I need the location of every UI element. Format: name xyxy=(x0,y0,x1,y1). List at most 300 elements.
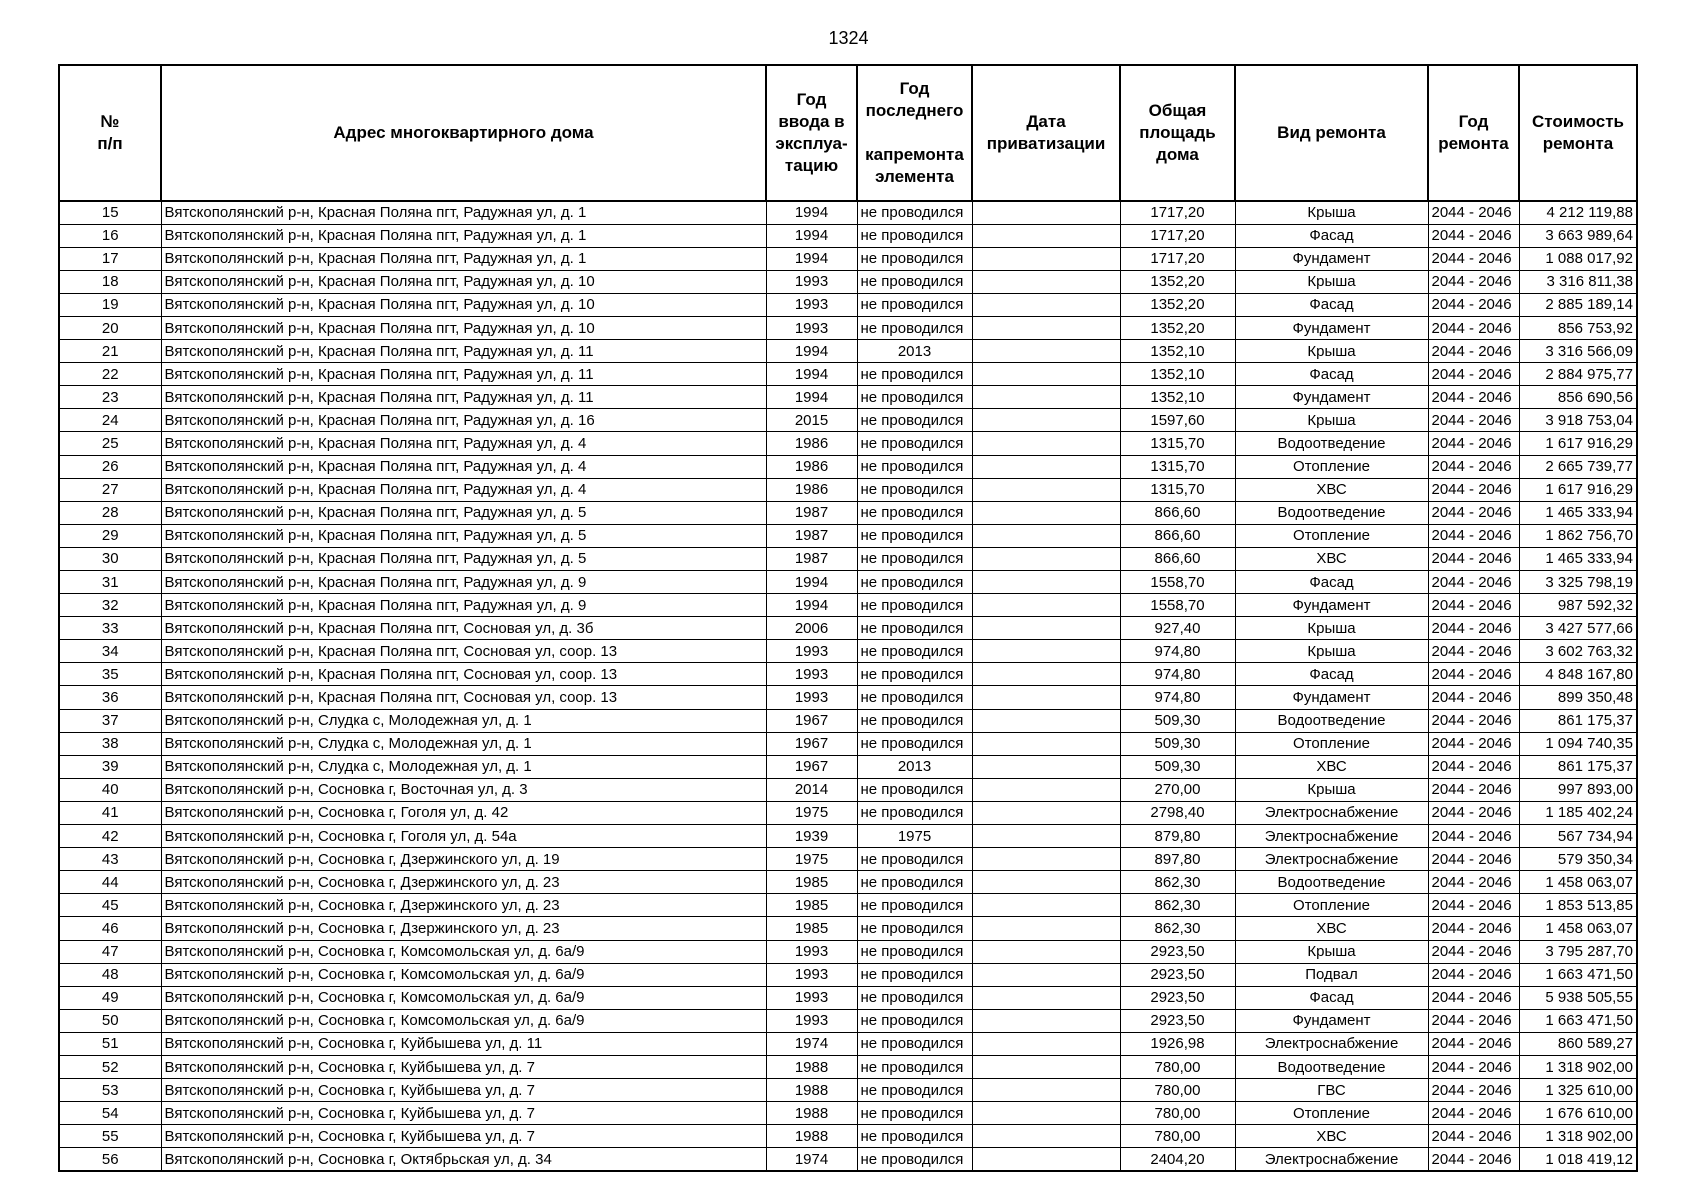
area-cell: 866,60 xyxy=(1120,501,1235,524)
repair-cost-cell: 2 665 739,77 xyxy=(1519,455,1637,478)
last-repair-cell: не проводился xyxy=(857,316,972,339)
repair-type-cell: Водоотведение xyxy=(1235,871,1428,894)
table-row xyxy=(59,848,1637,871)
address-cell: Вятскополянский р-н, Сосновка г, Куйбышева ул, д. 7 xyxy=(161,1125,766,1148)
table-row xyxy=(59,801,1637,824)
row-number-cell: 52 xyxy=(59,1055,161,1078)
privatization-date-cell xyxy=(972,270,1120,293)
row-number-cell: 30 xyxy=(59,547,161,570)
address-cell: Вятскополянский р-н, Сосновка г, Дзержинского ул, д. 23 xyxy=(161,894,766,917)
last-repair-cell: не проводился xyxy=(857,1009,972,1032)
header-privatization: Дата приватизации xyxy=(972,65,1120,201)
area-cell: 974,80 xyxy=(1120,686,1235,709)
row-number-cell: 42 xyxy=(59,825,161,848)
row-number-cell: 26 xyxy=(59,455,161,478)
address-cell: Вятскополянский р-н, Сосновка г, Комсомольская ул, д. 6а/9 xyxy=(161,1009,766,1032)
area-cell: 862,30 xyxy=(1120,917,1235,940)
area-cell: 2923,50 xyxy=(1120,1009,1235,1032)
address-cell: Вятскополянский р-н, Красная Поляна пгт, Радужная ул, д. 11 xyxy=(161,340,766,363)
table-row xyxy=(59,940,1637,963)
repair-cost-cell: 2 884 975,77 xyxy=(1519,363,1637,386)
repair-year-cell: 2044 - 2046 xyxy=(1428,501,1519,524)
repair-type-cell: Фундамент xyxy=(1235,247,1428,270)
header-area: Общая площадь дома xyxy=(1120,65,1235,201)
last-repair-cell: 1975 xyxy=(857,825,972,848)
last-repair-cell: не проводился xyxy=(857,455,972,478)
header-repair-type: Вид ремонта xyxy=(1235,65,1428,201)
privatization-date-cell xyxy=(972,1125,1120,1148)
privatization-date-cell xyxy=(972,409,1120,432)
last-repair-cell: не проводился xyxy=(857,386,972,409)
repair-type-cell: ХВС xyxy=(1235,917,1428,940)
last-repair-cell: не проводился xyxy=(857,732,972,755)
area-cell: 2404,20 xyxy=(1120,1148,1235,1171)
last-repair-cell: не проводился xyxy=(857,1032,972,1055)
header-year-commission: Год ввода в эксплуа- тацию xyxy=(766,65,857,201)
repair-type-cell: Электроснабжение xyxy=(1235,1032,1428,1055)
privatization-date-cell xyxy=(972,940,1120,963)
repair-cost-cell: 1 185 402,24 xyxy=(1519,801,1637,824)
area-cell: 509,30 xyxy=(1120,709,1235,732)
repair-type-cell: ХВС xyxy=(1235,478,1428,501)
address-cell: Вятскополянский р-н, Сосновка г, Куйбышева ул, д. 7 xyxy=(161,1102,766,1125)
address-cell: Вятскополянский р-н, Сосновка г, Гоголя ул, д. 54а xyxy=(161,825,766,848)
repair-type-cell: ГВС xyxy=(1235,1079,1428,1102)
privatization-date-cell xyxy=(972,547,1120,570)
repair-type-cell: Фундамент xyxy=(1235,316,1428,339)
area-cell: 866,60 xyxy=(1120,524,1235,547)
area-cell: 780,00 xyxy=(1120,1102,1235,1125)
privatization-date-cell xyxy=(972,247,1120,270)
row-number-cell: 41 xyxy=(59,801,161,824)
last-repair-cell: не проводился xyxy=(857,432,972,455)
address-cell: Вятскополянский р-н, Красная Поляна пгт, Радужная ул, д. 4 xyxy=(161,432,766,455)
row-number-cell: 47 xyxy=(59,940,161,963)
repair-cost-cell: 3 427 577,66 xyxy=(1519,617,1637,640)
area-cell: 509,30 xyxy=(1120,755,1235,778)
area-cell: 780,00 xyxy=(1120,1125,1235,1148)
privatization-date-cell xyxy=(972,316,1120,339)
repair-year-cell: 2044 - 2046 xyxy=(1428,478,1519,501)
last-repair-cell: не проводился xyxy=(857,801,972,824)
privatization-date-cell xyxy=(972,1148,1120,1171)
address-cell: Вятскополянский р-н, Слудка с, Молодежная ул, д. 1 xyxy=(161,755,766,778)
row-number-cell: 46 xyxy=(59,917,161,940)
repair-cost-cell: 1 088 017,92 xyxy=(1519,247,1637,270)
header-row xyxy=(59,65,1637,201)
last-repair-cell: не проводился xyxy=(857,501,972,524)
page-number: 1324 xyxy=(828,28,869,48)
address-cell: Вятскополянский р-н, Красная Поляна пгт, Радужная ул, д. 11 xyxy=(161,363,766,386)
header-address: Адрес многоквартирного дома xyxy=(161,65,766,201)
commission-year-cell: 1994 xyxy=(766,594,857,617)
area-cell: 1352,20 xyxy=(1120,316,1235,339)
address-cell: Вятскополянский р-н, Сосновка г, Восточная ул, д. 3 xyxy=(161,778,766,801)
last-repair-cell: не проводился xyxy=(857,778,972,801)
row-number-cell: 25 xyxy=(59,432,161,455)
commission-year-cell: 1994 xyxy=(766,201,857,224)
repair-type-cell: Фасад xyxy=(1235,986,1428,1009)
repair-type-cell: Фасад xyxy=(1235,663,1428,686)
repair-type-cell: Крыша xyxy=(1235,409,1428,432)
header-cost: Стоимость ремонта xyxy=(1519,65,1637,201)
address-cell: Вятскополянский р-н, Красная Поляна пгт, Радужная ул, д. 10 xyxy=(161,293,766,316)
table-row xyxy=(59,663,1637,686)
last-repair-cell: не проводился xyxy=(857,1079,972,1102)
row-number-cell: 16 xyxy=(59,224,161,247)
row-number-cell: 20 xyxy=(59,316,161,339)
address-cell: Вятскополянский р-н, Красная Поляна пгт, Радужная ул, д. 9 xyxy=(161,571,766,594)
area-cell: 509,30 xyxy=(1120,732,1235,755)
repair-year-cell: 2044 - 2046 xyxy=(1428,1032,1519,1055)
row-number-cell: 34 xyxy=(59,640,161,663)
table-row xyxy=(59,686,1637,709)
repair-year-cell: 2044 - 2046 xyxy=(1428,386,1519,409)
repair-type-cell: Фундамент xyxy=(1235,1009,1428,1032)
privatization-date-cell xyxy=(972,594,1120,617)
table-row xyxy=(59,1032,1637,1055)
area-cell: 866,60 xyxy=(1120,547,1235,570)
repair-type-cell: ХВС xyxy=(1235,1125,1428,1148)
commission-year-cell: 1994 xyxy=(766,247,857,270)
last-repair-cell: не проводился xyxy=(857,524,972,547)
row-number-cell: 53 xyxy=(59,1079,161,1102)
repair-cost-cell: 1 325 610,00 xyxy=(1519,1079,1637,1102)
privatization-date-cell xyxy=(972,894,1120,917)
repair-type-cell: ХВС xyxy=(1235,547,1428,570)
last-repair-cell: не проводился xyxy=(857,940,972,963)
last-repair-cell: не проводился xyxy=(857,1125,972,1148)
repair-type-cell: Фасад xyxy=(1235,571,1428,594)
commission-year-cell: 1993 xyxy=(766,316,857,339)
area-cell: 1352,10 xyxy=(1120,363,1235,386)
repair-type-cell: Отопление xyxy=(1235,524,1428,547)
last-repair-cell: не проводился xyxy=(857,571,972,594)
table-row xyxy=(59,1009,1637,1032)
commission-year-cell: 1994 xyxy=(766,363,857,386)
address-cell: Вятскополянский р-н, Красная Поляна пгт, Радужная ул, д. 16 xyxy=(161,409,766,432)
repair-year-cell: 2044 - 2046 xyxy=(1428,571,1519,594)
commission-year-cell: 1993 xyxy=(766,663,857,686)
repair-year-cell: 2044 - 2046 xyxy=(1428,917,1519,940)
privatization-date-cell xyxy=(972,1079,1120,1102)
repair-schedule-table xyxy=(58,64,1638,1172)
privatization-date-cell xyxy=(972,571,1120,594)
repair-year-cell: 2044 - 2046 xyxy=(1428,409,1519,432)
commission-year-cell: 2014 xyxy=(766,778,857,801)
table-row xyxy=(59,1148,1637,1171)
area-cell: 1315,70 xyxy=(1120,478,1235,501)
row-number-cell: 37 xyxy=(59,709,161,732)
table-row xyxy=(59,501,1637,524)
address-cell: Вятскополянский р-н, Сосновка г, Дзержинского ул, д. 23 xyxy=(161,871,766,894)
commission-year-cell: 1987 xyxy=(766,547,857,570)
repair-year-cell: 2044 - 2046 xyxy=(1428,871,1519,894)
repair-type-cell: Электроснабжение xyxy=(1235,825,1428,848)
last-repair-cell: не проводился xyxy=(857,686,972,709)
header-repair-year: Год ремонта xyxy=(1428,65,1519,201)
repair-cost-cell: 856 690,56 xyxy=(1519,386,1637,409)
area-cell: 1352,20 xyxy=(1120,293,1235,316)
address-cell: Вятскополянский р-н, Красная Поляна пгт, Радужная ул, д. 5 xyxy=(161,524,766,547)
repair-cost-cell: 861 175,37 xyxy=(1519,755,1637,778)
repair-type-cell: Электроснабжение xyxy=(1235,1148,1428,1171)
area-cell: 1352,20 xyxy=(1120,270,1235,293)
privatization-date-cell xyxy=(972,709,1120,732)
area-cell: 1558,70 xyxy=(1120,571,1235,594)
repair-type-cell: Отопление xyxy=(1235,732,1428,755)
last-repair-cell: не проводился xyxy=(857,1102,972,1125)
row-number-cell: 39 xyxy=(59,755,161,778)
area-cell: 2923,50 xyxy=(1120,963,1235,986)
repair-year-cell: 2044 - 2046 xyxy=(1428,709,1519,732)
row-number-cell: 43 xyxy=(59,848,161,871)
area-cell: 2923,50 xyxy=(1120,940,1235,963)
privatization-date-cell xyxy=(972,801,1120,824)
address-cell: Вятскополянский р-н, Красная Поляна пгт, Сосновая ул, соор. 13 xyxy=(161,640,766,663)
area-cell: 2923,50 xyxy=(1120,986,1235,1009)
address-cell: Вятскополянский р-н, Сосновка г, Куйбышева ул, д. 11 xyxy=(161,1032,766,1055)
address-cell: Вятскополянский р-н, Красная Поляна пгт, Радужная ул, д. 1 xyxy=(161,247,766,270)
last-repair-cell: не проводился xyxy=(857,478,972,501)
privatization-date-cell xyxy=(972,686,1120,709)
table-row xyxy=(59,917,1637,940)
last-repair-cell: не проводился xyxy=(857,617,972,640)
table-body xyxy=(59,201,1637,1171)
repair-year-cell: 2044 - 2046 xyxy=(1428,432,1519,455)
repair-year-cell: 2044 - 2046 xyxy=(1428,894,1519,917)
address-cell: Вятскополянский р-н, Красная Поляна пгт, Радужная ул, д. 1 xyxy=(161,224,766,247)
row-number-cell: 22 xyxy=(59,363,161,386)
commission-year-cell: 1967 xyxy=(766,755,857,778)
row-number-cell: 54 xyxy=(59,1102,161,1125)
repair-cost-cell: 3 316 566,09 xyxy=(1519,340,1637,363)
commission-year-cell: 1994 xyxy=(766,571,857,594)
repair-year-cell: 2044 - 2046 xyxy=(1428,224,1519,247)
repair-cost-cell: 987 592,32 xyxy=(1519,594,1637,617)
table-row xyxy=(59,432,1637,455)
table-row xyxy=(59,871,1637,894)
last-repair-cell: не проводился xyxy=(857,871,972,894)
repair-cost-cell: 3 325 798,19 xyxy=(1519,571,1637,594)
commission-year-cell: 1985 xyxy=(766,894,857,917)
repair-year-cell: 2044 - 2046 xyxy=(1428,1102,1519,1125)
row-number-cell: 24 xyxy=(59,409,161,432)
repair-type-cell: Водоотведение xyxy=(1235,501,1428,524)
row-number-cell: 18 xyxy=(59,270,161,293)
table-row xyxy=(59,201,1637,224)
commission-year-cell: 1987 xyxy=(766,524,857,547)
last-repair-cell: не проводился xyxy=(857,409,972,432)
repair-cost-cell: 1 853 513,85 xyxy=(1519,894,1637,917)
commission-year-cell: 1988 xyxy=(766,1102,857,1125)
area-cell: 974,80 xyxy=(1120,663,1235,686)
repair-year-cell: 2044 - 2046 xyxy=(1428,1148,1519,1171)
table-row xyxy=(59,270,1637,293)
table-row xyxy=(59,340,1637,363)
commission-year-cell: 1988 xyxy=(766,1055,857,1078)
commission-year-cell: 1987 xyxy=(766,501,857,524)
last-repair-cell: не проводился xyxy=(857,247,972,270)
last-repair-cell: не проводился xyxy=(857,547,972,570)
repair-cost-cell: 1 458 063,07 xyxy=(1519,917,1637,940)
repair-cost-cell: 1 617 916,29 xyxy=(1519,478,1637,501)
table-row xyxy=(59,640,1637,663)
address-cell: Вятскополянский р-н, Сосновка г, Гоголя ул, д. 42 xyxy=(161,801,766,824)
area-cell: 1315,70 xyxy=(1120,432,1235,455)
area-cell: 862,30 xyxy=(1120,894,1235,917)
repair-type-cell: Фундамент xyxy=(1235,594,1428,617)
row-number-cell: 19 xyxy=(59,293,161,316)
privatization-date-cell xyxy=(972,386,1120,409)
row-number-cell: 36 xyxy=(59,686,161,709)
repair-type-cell: Крыша xyxy=(1235,778,1428,801)
repair-year-cell: 2044 - 2046 xyxy=(1428,986,1519,1009)
table-row xyxy=(59,825,1637,848)
repair-year-cell: 2044 - 2046 xyxy=(1428,848,1519,871)
repair-cost-cell: 899 350,48 xyxy=(1519,686,1637,709)
privatization-date-cell xyxy=(972,1009,1120,1032)
table-row xyxy=(59,963,1637,986)
address-cell: Вятскополянский р-н, Сосновка г, Комсомольская ул, д. 6а/9 xyxy=(161,963,766,986)
commission-year-cell: 1975 xyxy=(766,801,857,824)
area-cell: 1315,70 xyxy=(1120,455,1235,478)
last-repair-cell: не проводился xyxy=(857,986,972,1009)
address-cell: Вятскополянский р-н, Сосновка г, Куйбышева ул, д. 7 xyxy=(161,1055,766,1078)
area-cell: 1717,20 xyxy=(1120,201,1235,224)
last-repair-cell: не проводился xyxy=(857,640,972,663)
repair-year-cell: 2044 - 2046 xyxy=(1428,316,1519,339)
address-cell: Вятскополянский р-н, Красная Поляна пгт, Радужная ул, д. 10 xyxy=(161,270,766,293)
repair-cost-cell: 1 465 333,94 xyxy=(1519,501,1637,524)
repair-type-cell: Крыша xyxy=(1235,201,1428,224)
repair-year-cell: 2044 - 2046 xyxy=(1428,293,1519,316)
table-row xyxy=(59,363,1637,386)
address-cell: Вятскополянский р-н, Сосновка г, Комсомольская ул, д. 6а/9 xyxy=(161,940,766,963)
repair-cost-cell: 4 212 119,88 xyxy=(1519,201,1637,224)
privatization-date-cell xyxy=(972,963,1120,986)
address-cell: Вятскополянский р-н, Красная Поляна пгт, Сосновая ул, соор. 13 xyxy=(161,686,766,709)
table-row xyxy=(59,732,1637,755)
last-repair-cell: не проводился xyxy=(857,293,972,316)
address-cell: Вятскополянский р-н, Слудка с, Молодежная ул, д. 1 xyxy=(161,709,766,732)
privatization-date-cell xyxy=(972,478,1120,501)
last-repair-cell: не проводился xyxy=(857,709,972,732)
address-cell: Вятскополянский р-н, Красная Поляна пгт, Сосновая ул, соор. 13 xyxy=(161,663,766,686)
table-row xyxy=(59,524,1637,547)
last-repair-cell: не проводился xyxy=(857,594,972,617)
repair-type-cell: Крыша xyxy=(1235,270,1428,293)
area-cell: 780,00 xyxy=(1120,1079,1235,1102)
last-repair-cell: не проводился xyxy=(857,224,972,247)
repair-year-cell: 2044 - 2046 xyxy=(1428,1079,1519,1102)
repair-cost-cell: 5 938 505,55 xyxy=(1519,986,1637,1009)
repair-cost-cell: 1 676 610,00 xyxy=(1519,1102,1637,1125)
repair-type-cell: Крыша xyxy=(1235,940,1428,963)
repair-cost-cell: 856 753,92 xyxy=(1519,316,1637,339)
repair-cost-cell: 1 862 756,70 xyxy=(1519,524,1637,547)
repair-cost-cell: 860 589,27 xyxy=(1519,1032,1637,1055)
table-row xyxy=(59,293,1637,316)
table-row xyxy=(59,617,1637,640)
area-cell: 974,80 xyxy=(1120,640,1235,663)
area-cell: 1597,60 xyxy=(1120,409,1235,432)
commission-year-cell: 1974 xyxy=(766,1032,857,1055)
area-cell: 270,00 xyxy=(1120,778,1235,801)
area-cell: 1717,20 xyxy=(1120,224,1235,247)
repair-type-cell: Отопление xyxy=(1235,1102,1428,1125)
privatization-date-cell xyxy=(972,1102,1120,1125)
area-cell: 1352,10 xyxy=(1120,386,1235,409)
repair-year-cell: 2044 - 2046 xyxy=(1428,940,1519,963)
row-number-cell: 28 xyxy=(59,501,161,524)
table-row xyxy=(59,386,1637,409)
privatization-date-cell xyxy=(972,640,1120,663)
commission-year-cell: 1993 xyxy=(766,686,857,709)
repair-cost-cell: 3 602 763,32 xyxy=(1519,640,1637,663)
commission-year-cell: 1985 xyxy=(766,917,857,940)
address-cell: Вятскополянский р-н, Красная Поляна пгт, Радужная ул, д. 1 xyxy=(161,201,766,224)
row-number-cell: 21 xyxy=(59,340,161,363)
privatization-date-cell xyxy=(972,363,1120,386)
repair-year-cell: 2044 - 2046 xyxy=(1428,547,1519,570)
repair-type-cell: Водоотведение xyxy=(1235,709,1428,732)
repair-year-cell: 2044 - 2046 xyxy=(1428,363,1519,386)
address-cell: Вятскополянский р-н, Красная Поляна пгт, Сосновая ул, д. 3б xyxy=(161,617,766,640)
repair-year-cell: 2044 - 2046 xyxy=(1428,594,1519,617)
repair-cost-cell: 1 617 916,29 xyxy=(1519,432,1637,455)
commission-year-cell: 1974 xyxy=(766,1148,857,1171)
table-row xyxy=(59,409,1637,432)
commission-year-cell: 1993 xyxy=(766,940,857,963)
last-repair-cell: не проводился xyxy=(857,963,972,986)
row-number-cell: 40 xyxy=(59,778,161,801)
repair-cost-cell: 1 094 740,35 xyxy=(1519,732,1637,755)
repair-cost-cell: 1 458 063,07 xyxy=(1519,871,1637,894)
repair-cost-cell: 3 795 287,70 xyxy=(1519,940,1637,963)
repair-year-cell: 2044 - 2046 xyxy=(1428,963,1519,986)
row-number-cell: 33 xyxy=(59,617,161,640)
commission-year-cell: 2006 xyxy=(766,617,857,640)
last-repair-cell: не проводился xyxy=(857,270,972,293)
commission-year-cell: 2015 xyxy=(766,409,857,432)
repair-type-cell: Отопление xyxy=(1235,894,1428,917)
repair-type-cell: Водоотведение xyxy=(1235,432,1428,455)
repair-year-cell: 2044 - 2046 xyxy=(1428,755,1519,778)
table-row xyxy=(59,778,1637,801)
privatization-date-cell xyxy=(972,501,1120,524)
repair-year-cell: 2044 - 2046 xyxy=(1428,732,1519,755)
commission-year-cell: 1967 xyxy=(766,709,857,732)
repair-type-cell: ХВС xyxy=(1235,755,1428,778)
last-repair-cell: 2013 xyxy=(857,340,972,363)
table-row xyxy=(59,755,1637,778)
repair-year-cell: 2044 - 2046 xyxy=(1428,825,1519,848)
privatization-date-cell xyxy=(972,825,1120,848)
commission-year-cell: 1993 xyxy=(766,963,857,986)
privatization-date-cell xyxy=(972,755,1120,778)
privatization-date-cell xyxy=(972,917,1120,940)
row-number-cell: 17 xyxy=(59,247,161,270)
repair-type-cell: Отопление xyxy=(1235,455,1428,478)
table-row xyxy=(59,986,1637,1009)
table-row xyxy=(59,547,1637,570)
last-repair-cell: не проводился xyxy=(857,1148,972,1171)
commission-year-cell: 1993 xyxy=(766,1009,857,1032)
row-number-cell: 29 xyxy=(59,524,161,547)
commission-year-cell: 1993 xyxy=(766,986,857,1009)
last-repair-cell: не проводился xyxy=(857,1055,972,1078)
